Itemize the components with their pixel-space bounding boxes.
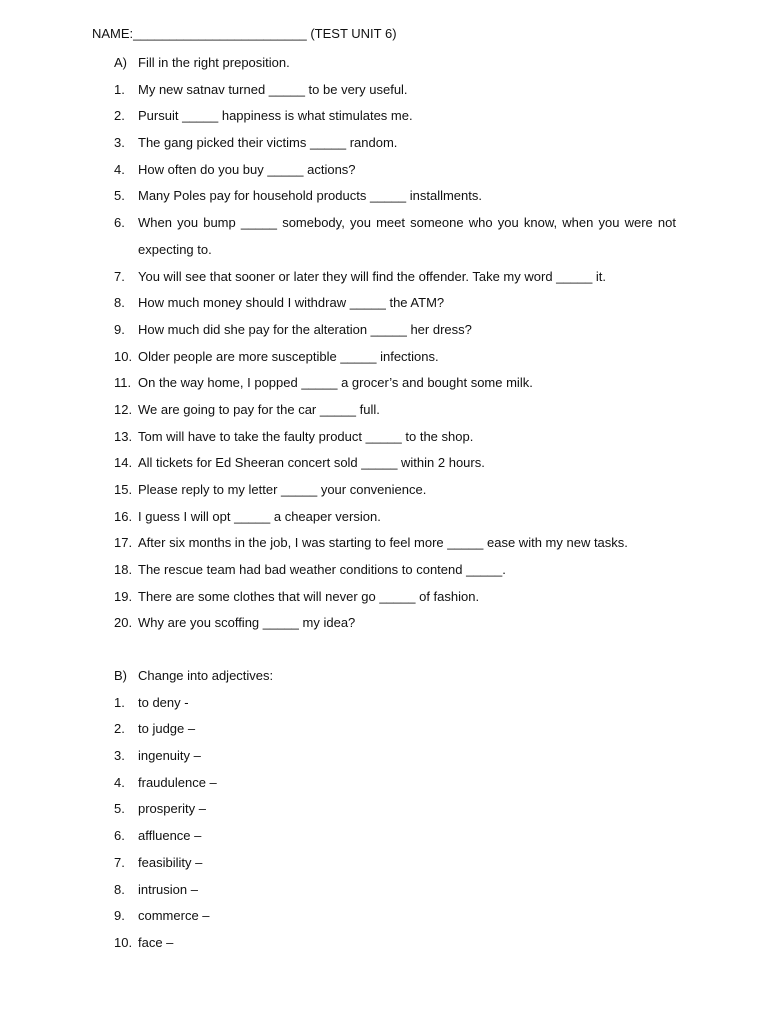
item-number: 4. — [114, 774, 125, 790]
item-text: Pursuit _____ happiness is what stimulates me. — [138, 108, 413, 124]
item-number: 6. — [114, 215, 125, 231]
item-number: 14. — [114, 455, 133, 471]
item-text: prosperity – — [138, 801, 206, 817]
section-a-marker: A) — [114, 55, 127, 70]
item-text: commerce – — [138, 908, 210, 924]
test-label: (TEST UNIT 6) — [310, 26, 397, 41]
item-number: 2. — [114, 108, 125, 124]
item-number: 5. — [114, 801, 125, 817]
item-number: 17. — [114, 535, 133, 551]
name-blank: ________________________ — [133, 26, 307, 41]
section-a — [114, 55, 676, 642]
item-number: 15. — [114, 482, 133, 498]
item-number: 4. — [114, 161, 125, 177]
item-text: ingenuity – — [138, 748, 201, 764]
section-b-title: Change into adjectives: — [138, 668, 274, 683]
item-text: How often do you buy _____ actions? — [138, 161, 356, 177]
item-number: 19. — [114, 588, 133, 604]
item-text: How much did she pay for the alteration _____ her dress? — [138, 321, 472, 337]
item-number: 20. — [114, 615, 133, 631]
item-number: 9. — [114, 321, 125, 337]
item-number: 6. — [114, 828, 125, 844]
list-item — [114, 615, 676, 642]
item-text: affluence – — [138, 828, 202, 844]
item-text: to judge – — [138, 721, 196, 737]
item-number: 10. — [114, 348, 133, 364]
list-item — [114, 215, 676, 268]
item-text: Why are you scoffing _____ my idea? — [138, 615, 356, 631]
item-number: 10. — [114, 934, 133, 950]
item-number: 1. — [114, 694, 125, 710]
item-text: After six months in the job, I was starting to feel more _____ ease with my new tasks. — [138, 535, 628, 551]
item-text: The gang picked their victims _____ random. — [138, 135, 398, 151]
item-text: How much money should I withdraw _____ the ATM? — [138, 295, 445, 311]
name-label: NAME: — [92, 26, 134, 41]
item-number: 7. — [114, 268, 125, 284]
item-text: feasibility – — [138, 854, 203, 870]
item-number: 11. — [114, 375, 132, 391]
item-text: All tickets for Ed Sheeran concert sold _____ within 2 hours. — [138, 455, 485, 471]
item-number: 8. — [114, 881, 125, 897]
section-b-marker: B) — [114, 668, 127, 683]
item-number: 3. — [114, 748, 125, 764]
item-text: intrusion – — [138, 881, 198, 897]
item-text: fraudulence – — [138, 774, 217, 790]
item-text: There are some clothes that will never go _____ of fashion. — [138, 588, 480, 604]
item-number: 3. — [114, 135, 125, 151]
list-item — [114, 935, 676, 962]
item-text: to deny - — [138, 694, 189, 710]
item-text: face – — [138, 934, 174, 950]
item-text: We are going to pay for the car _____ full. — [138, 401, 380, 417]
item-text: When you bump _____ somebody, you meet someone who you know, when you were not expecting to. — [138, 215, 676, 257]
item-text: On the way home, I popped _____ a grocer’s and bought some milk. — [138, 375, 533, 391]
item-number: 2. — [114, 721, 125, 737]
worksheet-header — [92, 26, 397, 42]
item-number: 8. — [114, 295, 125, 311]
item-number: 7. — [114, 854, 125, 870]
item-text: Please reply to my letter _____ your convenience. — [138, 482, 427, 498]
item-number: 12. — [114, 401, 133, 417]
section-a-title: Fill in the right preposition. — [138, 55, 290, 70]
item-number: 18. — [114, 562, 133, 578]
item-text: Tom will have to take the faulty product _____ to the shop. — [138, 428, 474, 444]
item-number: 13. — [114, 428, 133, 444]
item-text: Older people are more susceptible _____ infections. — [138, 348, 439, 364]
item-number: 9. — [114, 908, 125, 924]
item-text: The rescue team had bad weather conditions to contend _____. — [138, 562, 506, 578]
item-text: I guess I will opt _____ a cheaper version. — [138, 508, 381, 524]
item-text: Many Poles pay for household products _____ installments. — [138, 188, 482, 204]
item-number: 16. — [114, 508, 133, 524]
item-text: My new satnav turned _____ to be very useful. — [138, 81, 408, 97]
section-b — [114, 668, 676, 962]
item-text: You will see that sooner or later they will find the offender. Take my word _____ it. — [138, 268, 607, 284]
item-number: 1. — [114, 81, 125, 97]
item-number: 5. — [114, 188, 125, 204]
